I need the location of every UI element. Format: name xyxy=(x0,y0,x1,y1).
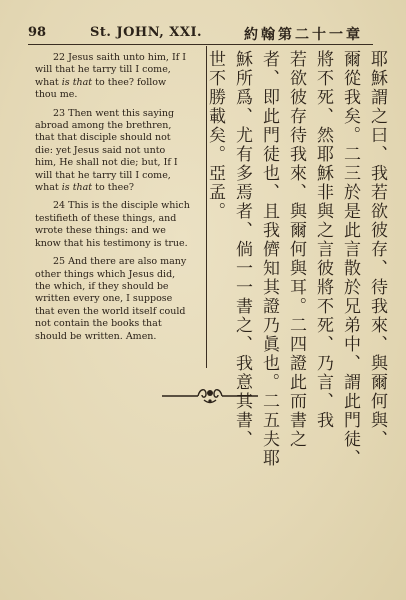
running-title: St. JOHN, XXI. xyxy=(90,25,203,40)
text-line: other things which Jesus did, xyxy=(35,268,176,280)
text-line: the which, if they should be xyxy=(35,280,169,292)
text-line: know that his testimony is true. xyxy=(35,237,188,249)
text-line: 25 And there are also many xyxy=(53,256,187,268)
chinese-running-title: 約翰第二十一章 xyxy=(244,27,363,43)
verse-25 xyxy=(35,256,203,343)
tailpiece-ornament-icon xyxy=(160,384,260,406)
header-rule xyxy=(28,44,373,45)
text-line: will that he tarry till I come, xyxy=(35,64,171,76)
text-line: wrote these things: and we xyxy=(35,225,166,237)
text-line: abroad among the brethren, xyxy=(35,120,172,132)
chinese-column: 穌所爲、尤有多焉者、倘一一書之、我意其書、 xyxy=(232,50,252,449)
text-line: 23 Then went this saying xyxy=(53,107,175,119)
chinese-text-column xyxy=(201,50,390,468)
text-line: not contain the books that xyxy=(35,318,162,330)
english-text-column xyxy=(35,52,203,349)
text-line: will that he tarry till I come, xyxy=(35,169,171,181)
page-number: 98 xyxy=(28,25,47,40)
text-line: that that disciple should not xyxy=(35,132,171,144)
verse-22 xyxy=(35,52,203,102)
text-line: die: yet Jesus said not unto xyxy=(35,144,166,156)
chinese-column: 者、即此門徒也、且我儕知其證乃眞也。二五夫耶 xyxy=(259,50,279,468)
chinese-column: 爾從我矣。二三於是此言散於兄弟中、謂此門徒、 xyxy=(340,50,360,468)
text-line: thou me. xyxy=(35,89,78,101)
text-line: what is that to thee? xyxy=(35,182,134,194)
chinese-column: 將不死、然耶穌非與之言彼將不死、乃言、我 xyxy=(313,50,333,430)
text-line: 22 Jesus saith unto him, If I xyxy=(53,52,186,63)
chinese-column: 耶穌謂之曰、我若欲彼存、待我來、與爾何與、 xyxy=(367,50,387,449)
text-line: what is that to thee? follow xyxy=(35,76,167,88)
verse-24 xyxy=(35,200,203,250)
verse-23 xyxy=(35,108,203,195)
text-line: testifieth of these things, and xyxy=(35,212,177,224)
text-line: 24 This is the disciple which xyxy=(53,200,190,212)
text-line: written every one, I suppose xyxy=(35,293,173,305)
text-line: that even the world itself could xyxy=(35,305,186,317)
chinese-column: 世不勝載矣。亞孟。 xyxy=(205,50,225,221)
chinese-column: 若欲彼存待我來、與爾何與耳。二四證此而書之 xyxy=(286,50,306,449)
text-line: him, He shall not die; but, If I xyxy=(35,157,178,169)
text-line: should be written. Amen. xyxy=(35,330,157,342)
